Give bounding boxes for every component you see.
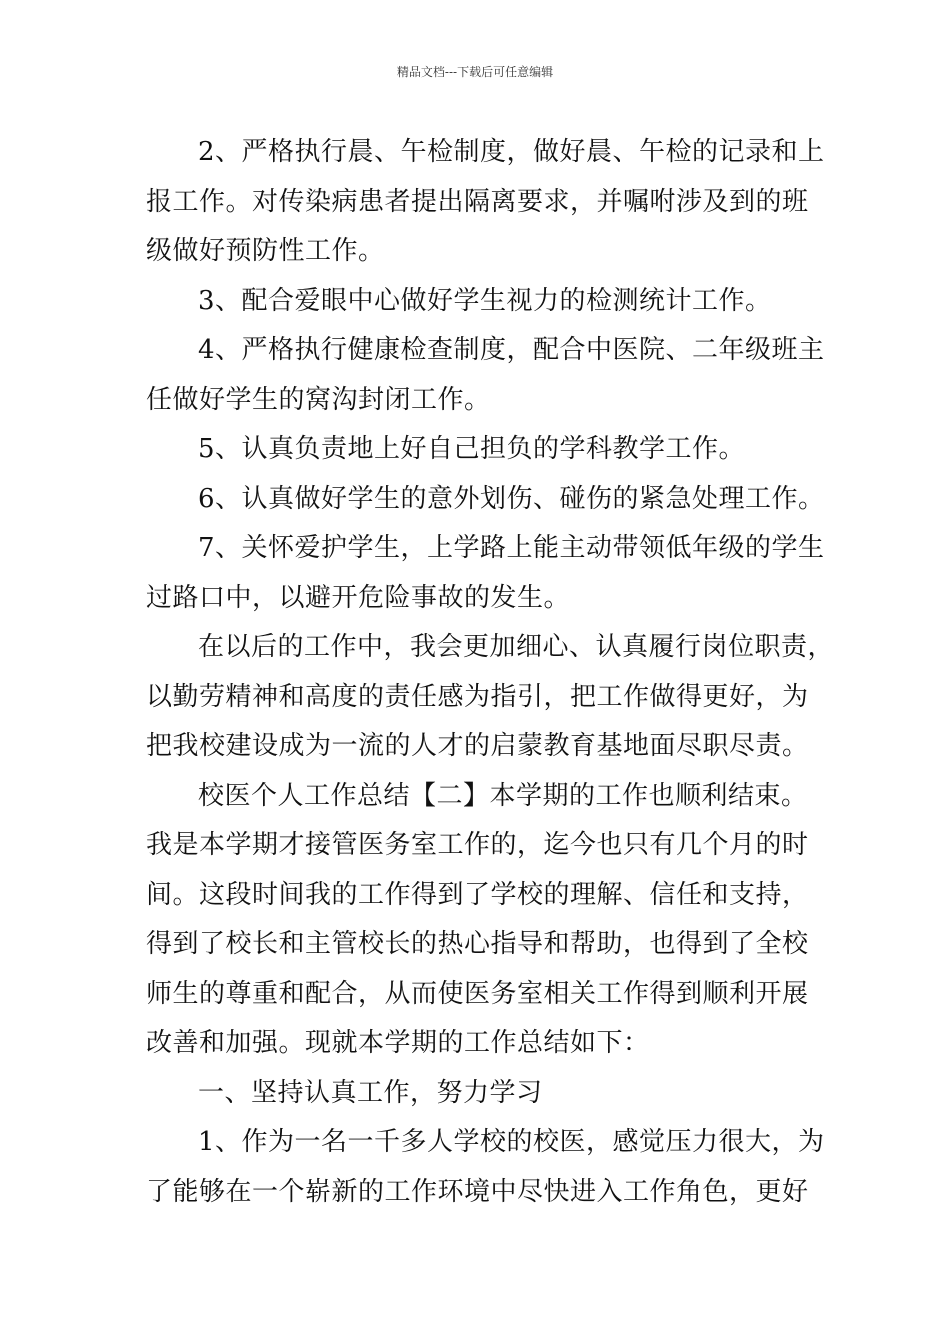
text-line: 在以后的工作中，我会更加细心、认真履行岗位职责， — [198, 632, 835, 662]
text-line: 任做好学生的窝沟封闭工作。 — [146, 384, 491, 415]
text-line: 师生的尊重和配合，从而使医务室相关工作得到顺利开展 — [146, 978, 809, 1009]
paragraph-item-1 — [146, 1118, 825, 1217]
text-line: 2、严格执行晨、午检制度，做好晨、午检的记录和上 — [198, 137, 825, 167]
text-line: 间。这段时间我的工作得到了学校的理解、信任和支持， — [146, 879, 809, 910]
text-line: 得到了校长和主管校长的热心指导和帮助，也得到了全校 — [146, 929, 809, 959]
text-line: 级做好预防性工作。 — [146, 236, 385, 266]
text-line: 4、严格执行健康检查制度，配合中医院、二年级班主 — [198, 335, 825, 365]
text-line: 1、作为一名一千多人学校的校医，感觉压力很大，为 — [198, 1127, 825, 1157]
document-body — [146, 128, 835, 1217]
paragraph-item-4 — [146, 326, 825, 425]
paragraph-conclusion — [146, 623, 835, 772]
page-header: 精品文档---下载后可任意编辑 — [396, 65, 554, 79]
text-line: 校医个人工作总结【二】本学期的工作也顺利结束。 — [198, 780, 808, 811]
text-line: 我是本学期才接管医务室工作的，迄今也只有几个月的时 — [146, 830, 809, 860]
paragraph-item-5 — [146, 425, 816, 475]
text-line: 了能够在一个崭新的工作环境中尽快进入工作角色，更好 — [146, 1176, 809, 1207]
text-line: 改善和加强。现就本学期的工作总结如下： — [146, 1028, 650, 1058]
text-line: 5、认真负责地上好自己担负的学科教学工作。 — [198, 434, 746, 464]
text-line: 以勤劳精神和高度的责任感为指引，把工作做得更好，为 — [146, 681, 809, 712]
paragraph-item-3 — [146, 277, 816, 327]
text-line: 把我校建设成为一流的人才的启蒙教育基地面尽职尽责。 — [146, 731, 809, 761]
paragraph-item-6 — [146, 475, 825, 525]
text-line: 6、认真做好学生的意外划伤、碰伤的紧急处理工作。 — [198, 483, 825, 514]
paragraph-item-7 — [146, 524, 825, 623]
text-line: 3、配合爱眼中心做好学生视力的检测统计工作。 — [198, 285, 772, 316]
text-line: 一、坚持认真工作，努力学习 — [198, 1077, 543, 1108]
paragraph-item-2 — [146, 128, 825, 277]
text-line: 过路口中，以避开危险事故的发生。 — [146, 582, 571, 613]
text-line: 报工作。对传染病患者提出隔离要求，并嘱咐涉及到的班 — [146, 186, 809, 217]
text-line: 7、关怀爱护学生，上学路上能主动带领低年级的学生 — [198, 533, 825, 563]
section-heading — [146, 1069, 816, 1119]
paragraph-summary-two — [146, 772, 816, 1069]
